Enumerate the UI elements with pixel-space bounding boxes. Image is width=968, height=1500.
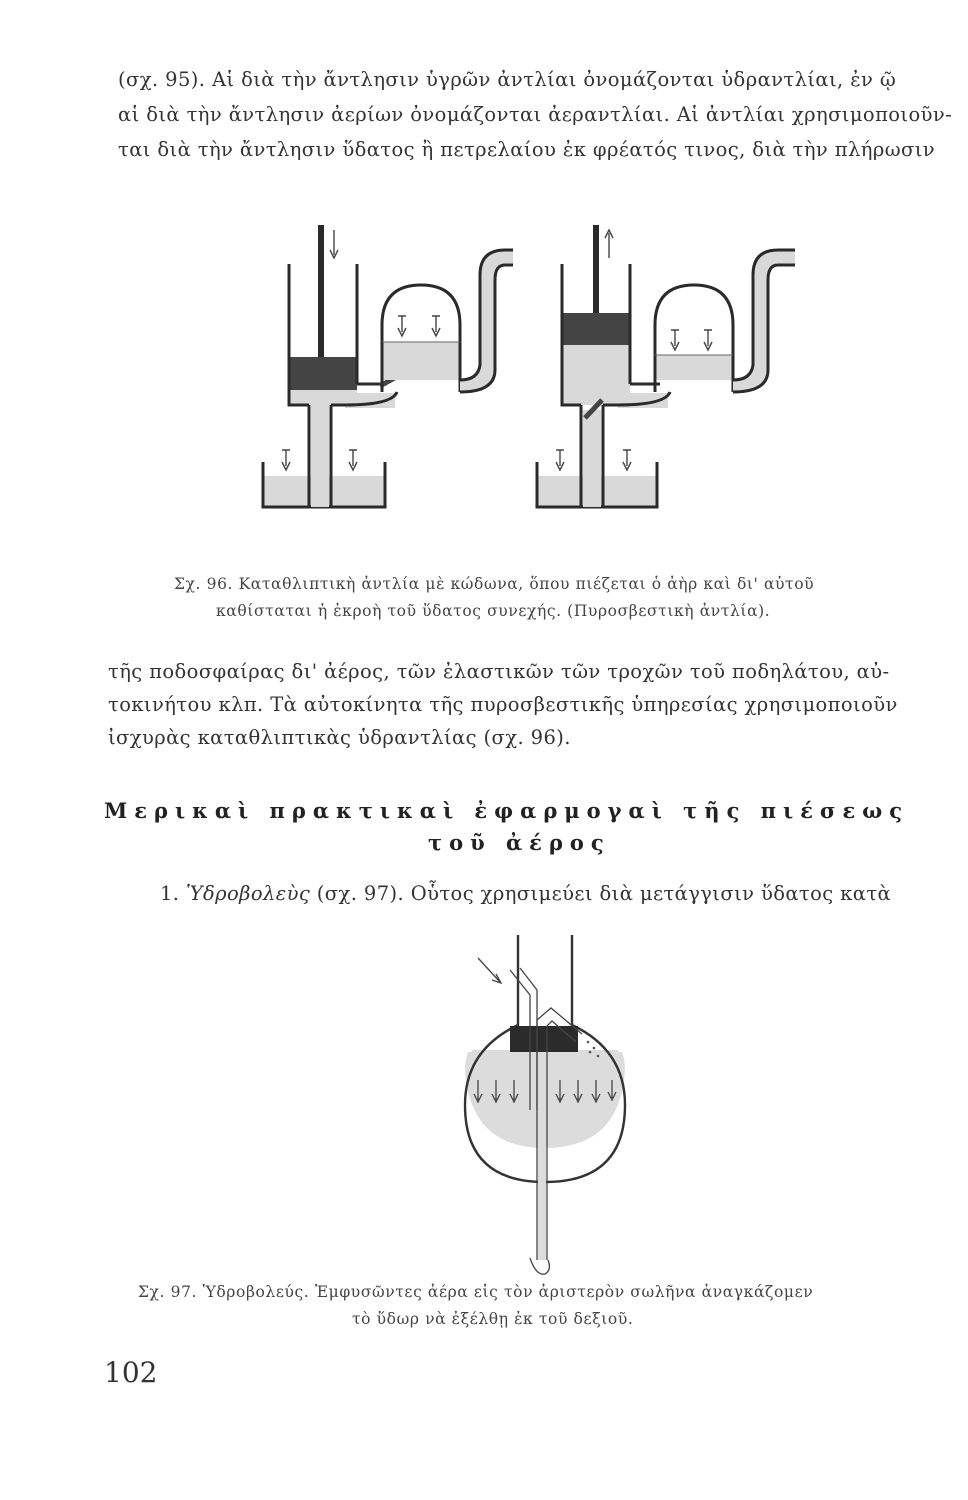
figure-96-pump-diagram [0, 0, 968, 560]
item-description: (σχ. 97). Οὗτος χρησιμεύει διὰ μετάγγισιν ὕδατος κατὰ [316, 882, 892, 905]
page-number: 102 [104, 1356, 158, 1389]
figure-97-wash-bottle-diagram [0, 930, 968, 1310]
section-heading: Μερικαὶ πρακτικαὶ ἐφαρμογαὶ τῆς πιέσεως [104, 798, 910, 823]
item-number: 1. [160, 882, 180, 905]
paragraph-line: τῆς ποδοσφαίρας δι' ἀέρος, τῶν ἐλαστικῶν τῶν τροχῶν τοῦ ποδηλάτου, αὐ- [108, 660, 890, 683]
paragraph-line: ἰσχυρὰς καταθλιπτικὰς ὑδραντλίας (σχ. 96). [108, 726, 571, 749]
paragraph-line: ται διὰ τὴν ἄντλησιν ὕδατος ἢ πετρελαίου ἐκ φρέατός τινος, διὰ τὴν πλήρωσιν [118, 138, 936, 161]
item-1-text [160, 882, 891, 905]
right-pump [537, 225, 795, 507]
paragraph-line: (σχ. 95). Αἱ διὰ τὴν ἄντλησιν ὑγρῶν ἀντλίαι ὀνομάζονται ὑδραντλίαι, ἐν ῷ [118, 68, 897, 91]
paragraph-line: τοκινήτου κλπ. Τὰ αὐτοκίνητα τῆς πυροσβεστικῆς ὑπηρεσίας χρησιμοποιοῦν [108, 693, 898, 716]
item-title: Ὑδροβολεὺς [186, 882, 311, 905]
section-heading-continued: τοῦ ἀέρος [428, 830, 611, 855]
figure-97-caption-line: Σχ. 97. Ὑδροβολεύς. Ἐμφυσῶντες ἀέρα εἰς τὸν ἀριστερὸν σωλῆνα ἀναγκάζομεν [138, 1283, 814, 1301]
figure-97-caption-line: τὸ ὕδωρ νὰ ἐξέλθῃ ἐκ τοῦ δεξιοῦ. [352, 1310, 634, 1328]
paragraph-line: αἱ διὰ τὴν ἄντλησιν ἀερίων ὀνομάζονται ἀεραντλίαι. Αἱ ἀντλίαι χρησιμοποιοῦν- [118, 103, 953, 126]
figure-96-caption-line: Σχ. 96. Καταθλιπτικὴ ἀντλία μὲ κώδωνα, ὅπου πιέζεται ὁ ἀὴρ καὶ δι' αὐτοῦ [174, 575, 815, 593]
figure-96-caption-line: καθίσταται ἡ ἐκροὴ τοῦ ὕδατος συνεχής. (Πυροσβεστικὴ ἀντλία). [216, 602, 771, 620]
left-pump [263, 225, 513, 507]
